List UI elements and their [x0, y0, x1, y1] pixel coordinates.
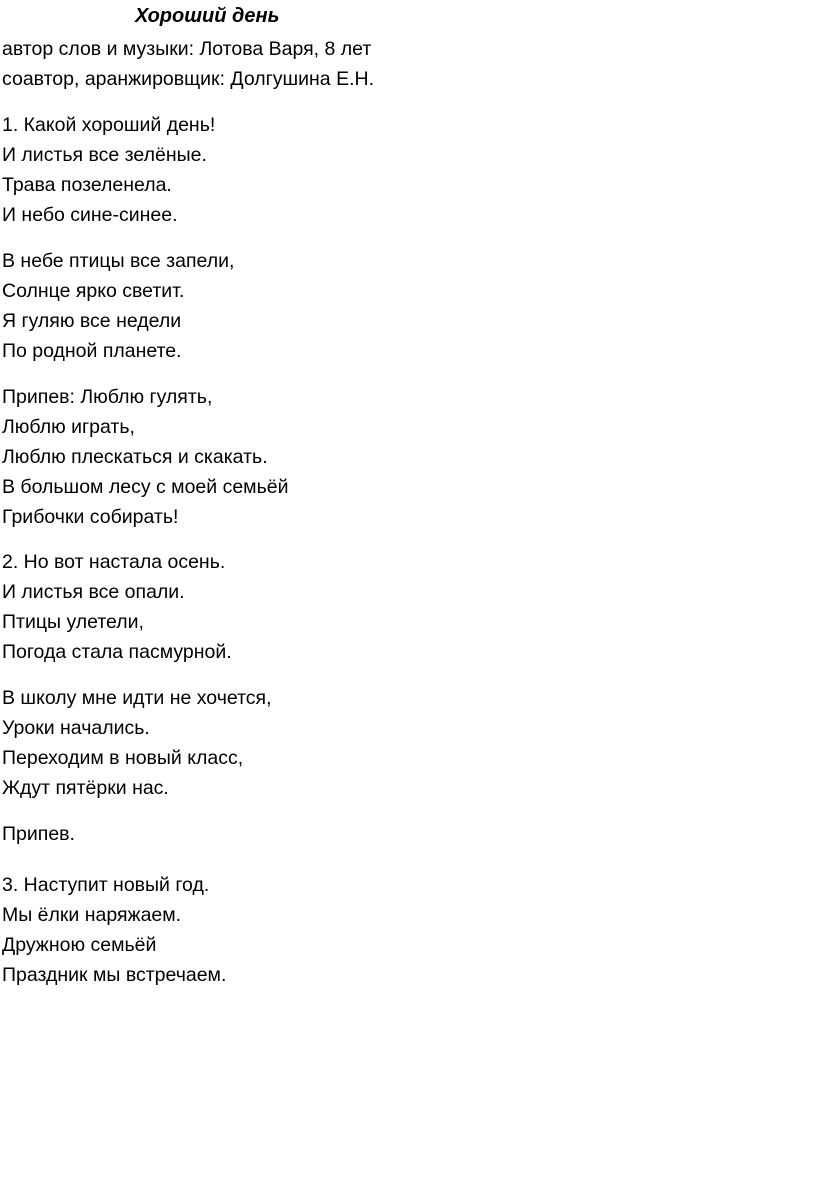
- verse-1: [2, 110, 215, 230]
- verse-1-part-2: [2, 246, 234, 366]
- credits-block: [2, 34, 374, 94]
- lyric-line: Переходим в новый класс,: [2, 747, 244, 769]
- lyric-line: И листья все зелёные.: [2, 144, 207, 166]
- lyric-line: Солнце ярко светит.: [2, 280, 185, 302]
- lyric-line: Люблю играть,: [2, 416, 135, 438]
- lyric-line: В школу мне идти не хочется,: [2, 687, 272, 709]
- lyric-line: Птицы улетели,: [2, 611, 144, 633]
- lyric-line: Ждут пятёрки нас.: [2, 777, 169, 799]
- lyric-line: И листья все опали.: [2, 581, 185, 603]
- lyric-line: Дружною семьёй: [2, 934, 157, 956]
- verse-2: [2, 547, 232, 667]
- lyric-line: И небо сине-синее.: [2, 204, 178, 226]
- lyric-line: Грибочки собирать!: [2, 506, 179, 528]
- chorus-reference: [2, 819, 75, 849]
- lyric-line: Припев.: [2, 823, 75, 845]
- chorus: [2, 382, 288, 532]
- lyric-line: 2. Но вот настала осень.: [2, 551, 226, 573]
- lyric-line: Люблю плескаться и скакать.: [2, 446, 268, 468]
- lyric-line: Праздник мы встречаем.: [2, 964, 227, 986]
- lyric-line: 3. Наступит новый год.: [2, 874, 210, 896]
- lyric-line: Мы ёлки наряжаем.: [2, 904, 182, 926]
- credit-line-coauthor: соавтор, аранжировщик: Долгушина Е.Н.: [2, 68, 374, 90]
- lyric-line: По родной планете.: [2, 340, 182, 362]
- lyric-line: Припев: Люблю гулять,: [2, 386, 213, 408]
- song-title: Хороший день: [135, 5, 280, 27]
- lyric-line: 1. Какой хороший день!: [2, 114, 216, 136]
- credit-line-author: автор слов и музыки: Лотова Варя, 8 лет: [2, 38, 372, 60]
- verse-2-part-2: [2, 683, 272, 803]
- lyric-line: Трава позеленела.: [2, 174, 172, 196]
- lyric-line: В большом лесу с моей семьёй: [2, 476, 289, 498]
- lyric-line: Я гуляю все недели: [2, 310, 182, 332]
- lyric-line: В небе птицы все запели,: [2, 250, 235, 272]
- lyric-line: Уроки начались.: [2, 717, 150, 739]
- verse-3: [2, 870, 226, 990]
- lyric-line: Погода стала пасмурной.: [2, 641, 232, 663]
